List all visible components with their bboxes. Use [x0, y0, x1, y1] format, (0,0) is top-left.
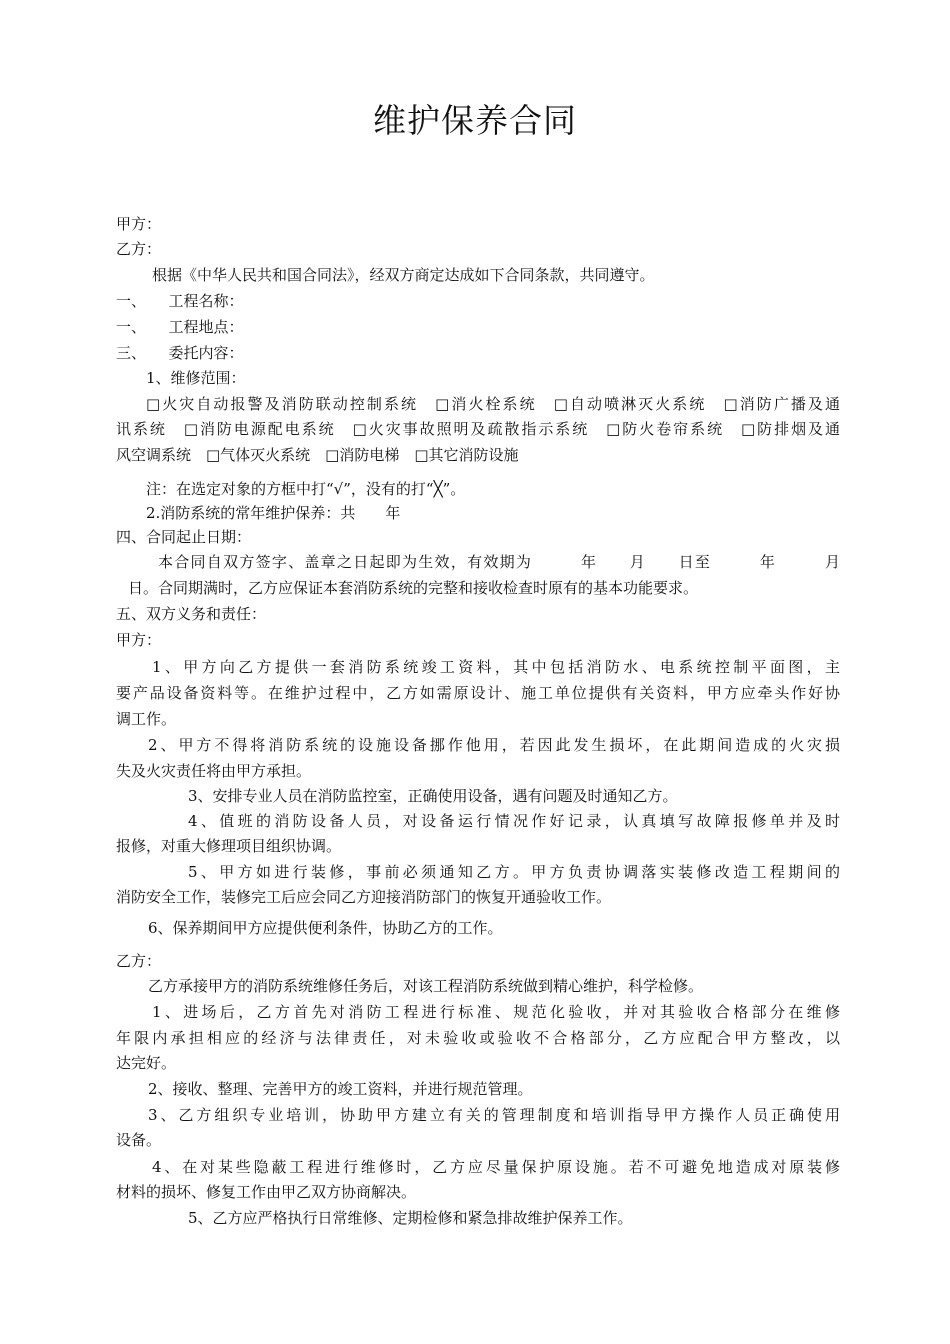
contract-period-text: 日。合同期满时，乙方应保证本套消防系统的完整和接收检查时原有的基本功能要求。 [128, 579, 699, 597]
party-b-label: 乙方： [116, 240, 162, 258]
party-a-clause: 5、甲方如进行装修，事前必须通知乙方。甲方负责协调落实装修改造工程期间的 [188, 863, 840, 881]
section-project-name: 一、 工程名称： [116, 292, 244, 310]
party-a-clause: 要产品设备资料等。在维护过程中，乙方如需原设计、施工单位提供有关资料，甲方应牵头作好协 [116, 684, 840, 702]
section-obligations: 五、双方义务和责任： [116, 605, 267, 623]
party-a-label: 甲方： [116, 215, 162, 233]
party-a-clause: 失及火灾责任将由甲方承担。 [116, 762, 312, 780]
party-b-intro: 乙方承接甲方的消防系统维修任务后，对该工程消防系统做到精心维护，科学检修。 [148, 977, 704, 995]
checklist-note: 注：在选定对象的方框中打“√”，没有的打“╳”。 [146, 480, 466, 498]
system-checklist-line: 风空调系统 □气体灭火系统 □消防电梯 □其它消防设施 [116, 446, 519, 464]
party-a-clause: 调工作。 [116, 710, 177, 728]
maintenance-scope-label: 1、维修范围： [146, 369, 246, 387]
section-contract-period: 四、合同起止日期： [116, 528, 252, 546]
party-a-obligations-label: 甲方： [116, 631, 162, 649]
party-a-clause: 6、保养期间甲方应提供便利条件，协助乙方的工作。 [148, 919, 503, 937]
annual-maintenance-term: 2.消防系统的常年维护保养：共 年 [146, 504, 401, 522]
preamble: 根据《中华人民共和国合同法》，经双方商定达成如下合同条款，共同遵守。 [152, 266, 655, 284]
party-b-clause: 材料的损坏、修复工作由甲乙双方协商解决。 [116, 1183, 417, 1201]
party-b-obligations-label: 乙方： [116, 952, 162, 970]
party-b-clause: 2、接收、整理、完善甲方的竣工资料，并进行规范管理。 [148, 1080, 533, 1098]
party-a-clause: 消防安全工作，装修完工后应会同乙方迎接消防部门的恢复开通验收工作。 [116, 888, 612, 906]
section-project-location: 一、 工程地点： [116, 318, 244, 336]
party-b-clause: 1、进场后，乙方首先对消防工程进行标准、规范化验收，并对其验收合格部分在维修 [152, 1003, 840, 1021]
party-b-clause: 年限内承担相应的经济与法律责任，对未验收或验收不合格部分，乙方应配合甲方整改，以 [116, 1029, 840, 1047]
party-b-clause: 达完好。 [116, 1054, 177, 1072]
section-commission-content: 三、 委托内容： [116, 344, 244, 362]
system-checklist-line: □火灾自动报警及消防联动控制系统 □消火栓系统 □自动喷淋灭火系统 □消防广播及通 [146, 395, 840, 413]
party-a-clause: 1、甲方向乙方提供一套消防系统竣工资料，其中包括消防水、电系统控制平面图，主 [152, 658, 840, 676]
party-b-clause: 5、乙方应严格执行日常维修、定期检修和紧急排故维护保养工作。 [188, 1209, 633, 1227]
contract-period-text: 本合同自双方签字、盖章之日起即为生效，有效期为 年 月 日至 年 月 [158, 553, 840, 571]
party-b-clause: 4、在对某些隐蔽工程进行维修时，乙方应尽量保护原设施。若不可避免地造成对原装修 [152, 1158, 840, 1176]
system-checklist-line: 讯系统 □消防电源配电系统 □火灾事故照明及疏散指示系统 □防火卷帘系统 □防排烟及通 [116, 420, 840, 438]
party-b-clause: 设备。 [116, 1131, 162, 1149]
contract-title: 维护保养合同 [373, 101, 577, 140]
party-a-clause: 3、安排专业人员在消防监控室，正确使用设备，遇有问题及时通知乙方。 [188, 787, 678, 805]
party-a-clause: 2、甲方不得将消防系统的设施设备挪作他用，若因此发生损坏，在此期间造成的火灾损 [148, 736, 840, 754]
party-a-clause: 报修，对重大修理项目组织协调。 [116, 837, 342, 855]
party-a-clause: 4、值班的消防设备人员，对设备运行情况作好记录，认真填写故障报修单并及时 [188, 812, 840, 830]
party-b-clause: 3、乙方组织专业培训，协助甲方建立有关的管理制度和培训指导甲方操作人员正确使用 [148, 1106, 840, 1124]
